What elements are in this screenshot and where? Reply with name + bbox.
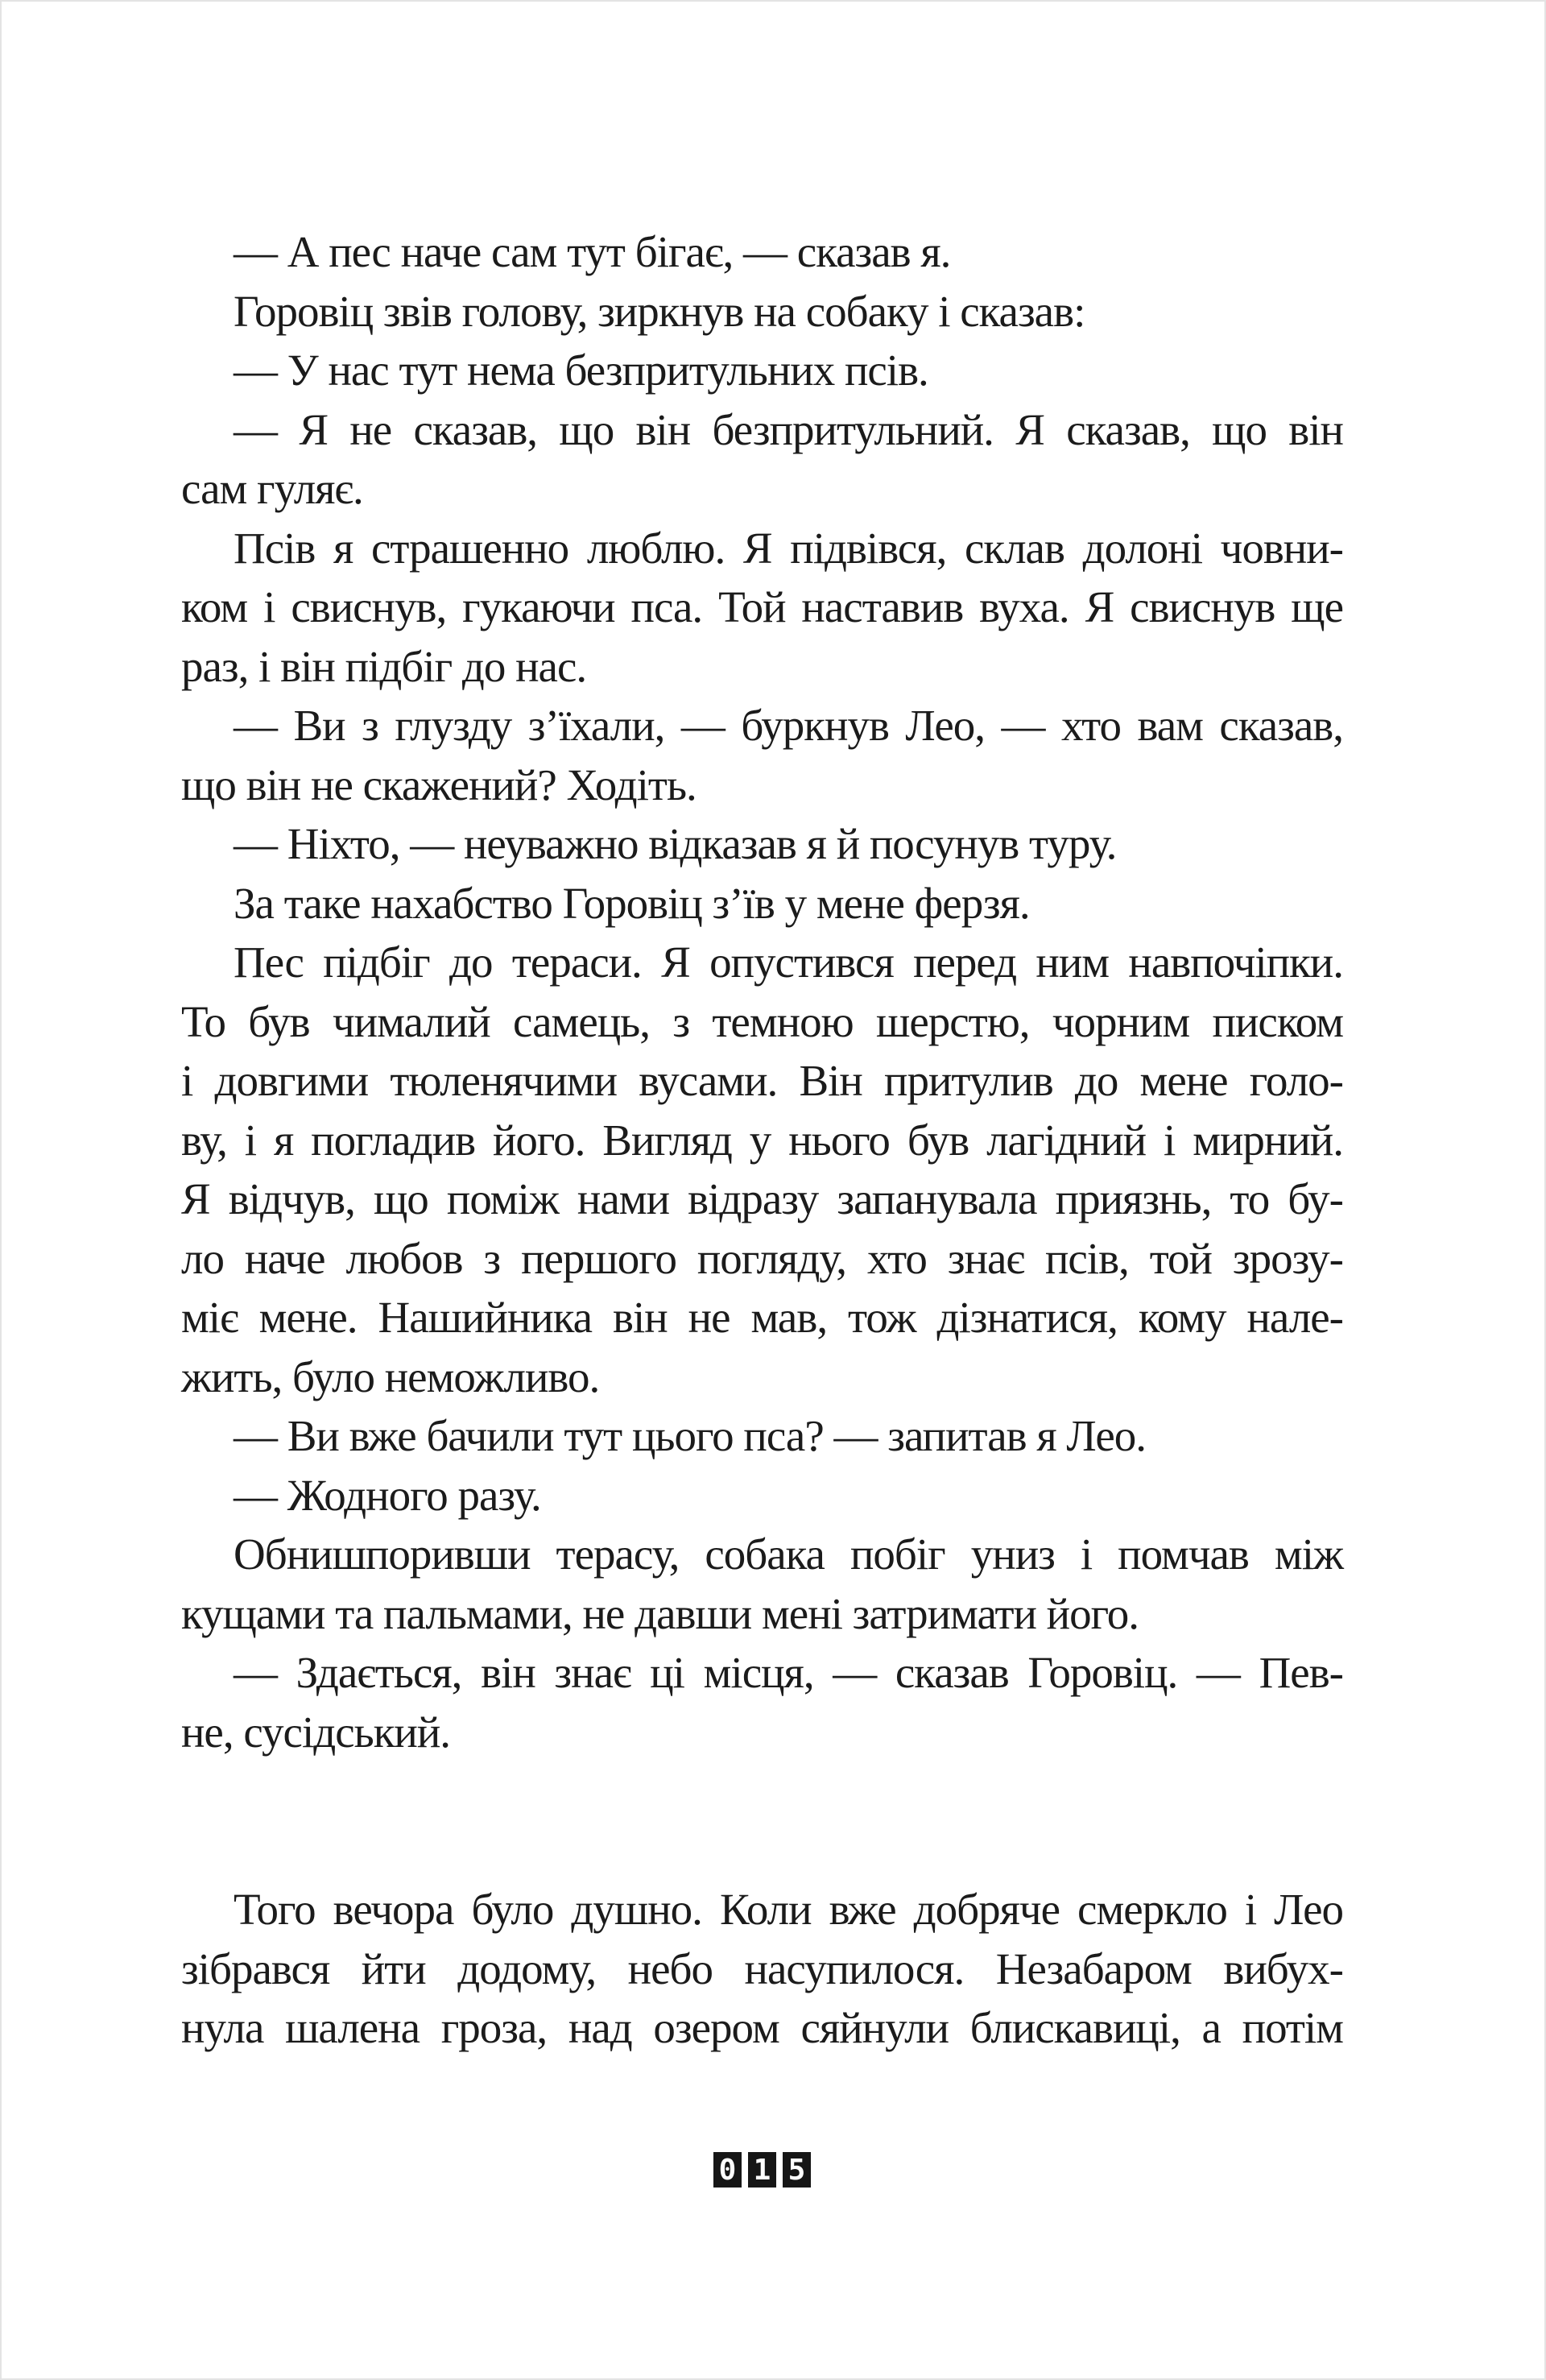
text-line: То був чималий самець, з темною шерстю, чорним писком — [181, 996, 1343, 1046]
page-text-block — [181, 222, 1343, 2058]
text-line: — Ніхто, — неуважно відказав я й посунув туру. — [234, 819, 1117, 868]
text-line: — А пес наче сам тут бігає, — сказав я. — [234, 227, 951, 276]
text-line: нула шалена гроза, над озером сяйнули блискавиці, а потім — [181, 2003, 1343, 2052]
text-line: що він не скажений? Ходіть. — [181, 760, 697, 809]
text-line: і довгими тюленячими вусами. Він притулив до мене голо- — [181, 1056, 1343, 1105]
text-line: — Я не сказав, що він безпритульний. Я сказав, що він — [234, 404, 1343, 454]
page-number-digit: 5 — [783, 2152, 811, 2188]
text-line: — Здається, він знає ці місця, — сказав Горовіц. — Пев- — [234, 1648, 1343, 1697]
text-line: За таке нахабство Горовіц з’їв у мене ферзя. — [234, 878, 1030, 928]
text-line: зібрався йти додому, небо насупилося. Незабаром вибух- — [181, 1943, 1343, 1993]
text-line: Горовіц звів голову, зиркнув на собаку і сказав: — [234, 286, 1085, 336]
text-line: Обнишпоривши терасу, собака побіг униз і помчав між — [234, 1529, 1343, 1579]
text-line: Псів я страшенно люблю. Я підвівся, склав долоні човни- — [234, 523, 1343, 573]
text-line: — Ви з глузду з’їхали, — буркнув Лео, — хто вам сказав, — [234, 701, 1343, 750]
text-line: жить, було неможливо. — [181, 1351, 600, 1401]
text-line: — Жодного разу. — [234, 1470, 541, 1520]
text-line: ло наче любов з першого погляду, хто знає псів, той зрозу- — [181, 1233, 1343, 1283]
text-line: Того вечора було душно. Коли вже добряче смеркло і Лео — [234, 1885, 1343, 1934]
text-line: не, сусідський. — [181, 1707, 451, 1757]
text-line: ву, і я погладив його. Вигляд у нього був лагідний і мирний. — [181, 1115, 1343, 1165]
text-line: Пес підбіг до тераси. Я опустився перед ним навпочіпки. — [234, 938, 1343, 987]
page-number — [181, 2152, 1343, 2188]
section-break — [181, 1761, 1343, 1880]
text-line: кущами та пальмами, не давши мені затримати його. — [181, 1588, 1139, 1638]
text-line: Я відчув, що поміж нами відразу запанувала приязнь, то бу- — [181, 1174, 1343, 1223]
text-line: — У нас тут нема безпритульних псів. — [234, 346, 928, 395]
text-line: сам гуляє. — [181, 464, 363, 513]
page-number-digit: 0 — [713, 2152, 742, 2188]
text-line: — Ви вже бачили тут цього пса? — запитав я Лео. — [234, 1411, 1147, 1460]
page-number-digit: 1 — [748, 2152, 776, 2188]
text-line: міє мене. Нашийника він не мав, тож дізнатися, кому нале- — [181, 1293, 1343, 1342]
text-line: ком і свиснув, гукаючи пса. Той наставив вуха. Я свиснув ще — [181, 582, 1343, 631]
text-line: раз, і він підбіг до нас. — [181, 641, 587, 691]
